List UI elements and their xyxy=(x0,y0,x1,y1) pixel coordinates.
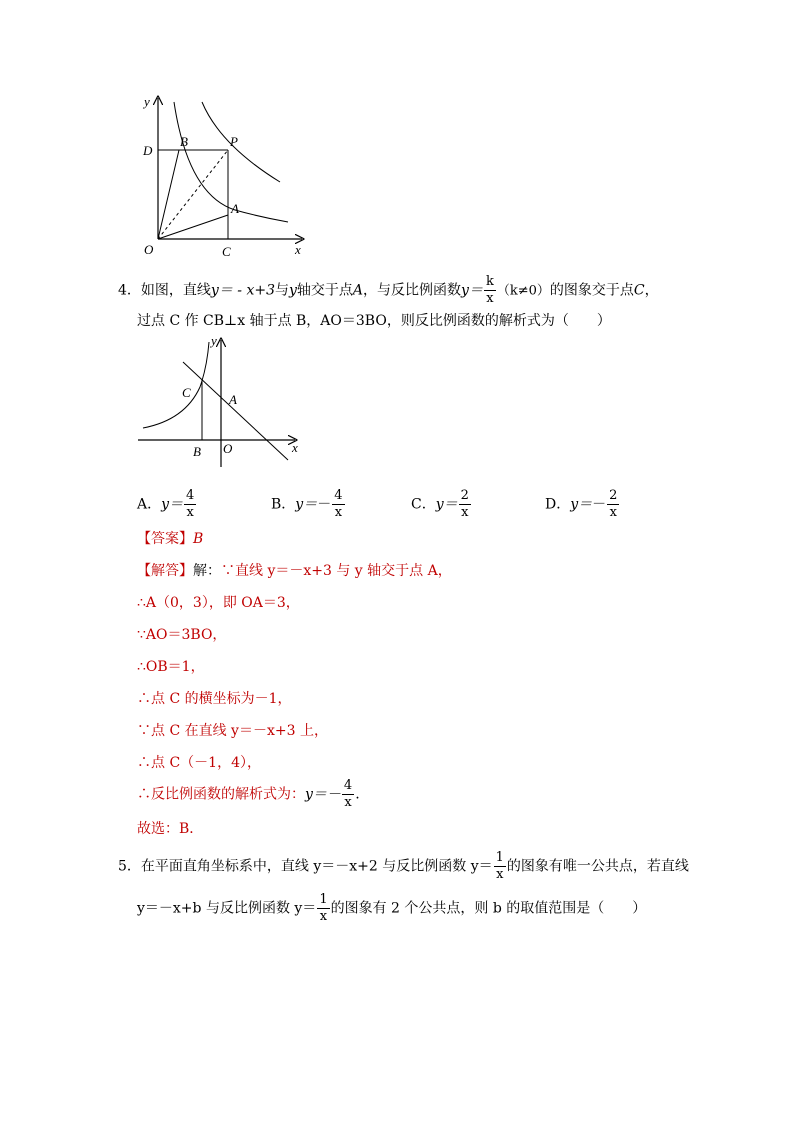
option-d[interactable]: D．y＝－ $\frac{2}{x}$ xyxy=(545,488,618,520)
option-b[interactable]: B．y＝－ $\frac{4}{x}$ xyxy=(271,488,343,520)
q4-label-y: y xyxy=(211,333,217,348)
outer-hyperbola xyxy=(202,102,280,182)
answer-value: B xyxy=(193,531,204,547)
solution-step-3: ∵AO＝3BO， xyxy=(137,627,227,643)
label-B: B xyxy=(180,134,188,149)
label-C: C xyxy=(222,244,231,259)
q4-label-A: A xyxy=(229,392,237,407)
solution-final: ∴反比例函数的解析式为：y＝－ $\frac{4}{x}$ . xyxy=(137,778,360,810)
label-A: A xyxy=(231,201,239,216)
label-D: D xyxy=(143,143,153,158)
label-P: P xyxy=(230,134,238,149)
q5-number: 5． xyxy=(118,858,141,875)
solution-step-6: ∵点 C 在直线 y＝－x+3 上， xyxy=(137,723,328,739)
option-c[interactable]: C．y＝ $\frac{2}{x}$ xyxy=(411,488,469,520)
label-x: x xyxy=(295,242,301,257)
q4-hyperbola xyxy=(143,342,209,428)
solution-line: 【解答】解：∵直线 y＝－x+3 与 y 轴交于点 A， xyxy=(137,563,452,579)
answer-tag: 【答案】 xyxy=(137,531,193,547)
figure-1-graph xyxy=(130,90,320,265)
q4-figure-graph xyxy=(135,332,310,472)
solution-step-4: ∴OB＝1， xyxy=(137,659,205,675)
q4-number: 4． xyxy=(118,282,141,299)
solution-tag: 【解答】 xyxy=(137,563,193,579)
solution-step-5: ∴点 C 的横坐标为－1， xyxy=(137,691,292,707)
q4-label-O: O xyxy=(223,441,233,456)
solution-step-2: ∴A（0，3），即 OA＝3， xyxy=(137,595,300,611)
q5-line2: y＝－x+b 与反比例函数 y＝ $\frac{1}{x}$ 的图象有 2 个公共点，则 b 的取值范围是（ ） xyxy=(137,892,647,924)
answer-line xyxy=(137,530,203,548)
q5-line1: 5．在平面直角坐标系中，直线 y＝－x+2 与反比例函数 y＝ $\frac{1}{x}$ 的图象有唯一公共点，若直线 xyxy=(118,850,689,882)
q4-line1: 4．如图，直线y＝ - x+3与y轴交于点A，与反比例函数y＝ $\frac{k}{x}$ （k≠0）的图象交于点C， xyxy=(118,274,659,306)
label-O: O xyxy=(144,242,154,257)
q4-label-B: B xyxy=(193,444,201,459)
q4-line2: 过点 C 作 CB⊥x 轴于点 B，AO＝3BO，则反比例函数的解析式为（ ） xyxy=(137,313,611,329)
choose-line: 故选：B． xyxy=(137,821,204,837)
q4-fraction-k-over-x: $\frac{k}{x}$ xyxy=(485,274,494,306)
solution-step-7: ∴点 C（－1，4）， xyxy=(137,755,261,771)
label-y: y xyxy=(144,94,150,109)
q4-label-C: C xyxy=(182,385,191,400)
option-a[interactable]: A．y＝ $\frac{4}{x}$ xyxy=(137,488,195,520)
q4-label-x: x xyxy=(292,440,298,455)
